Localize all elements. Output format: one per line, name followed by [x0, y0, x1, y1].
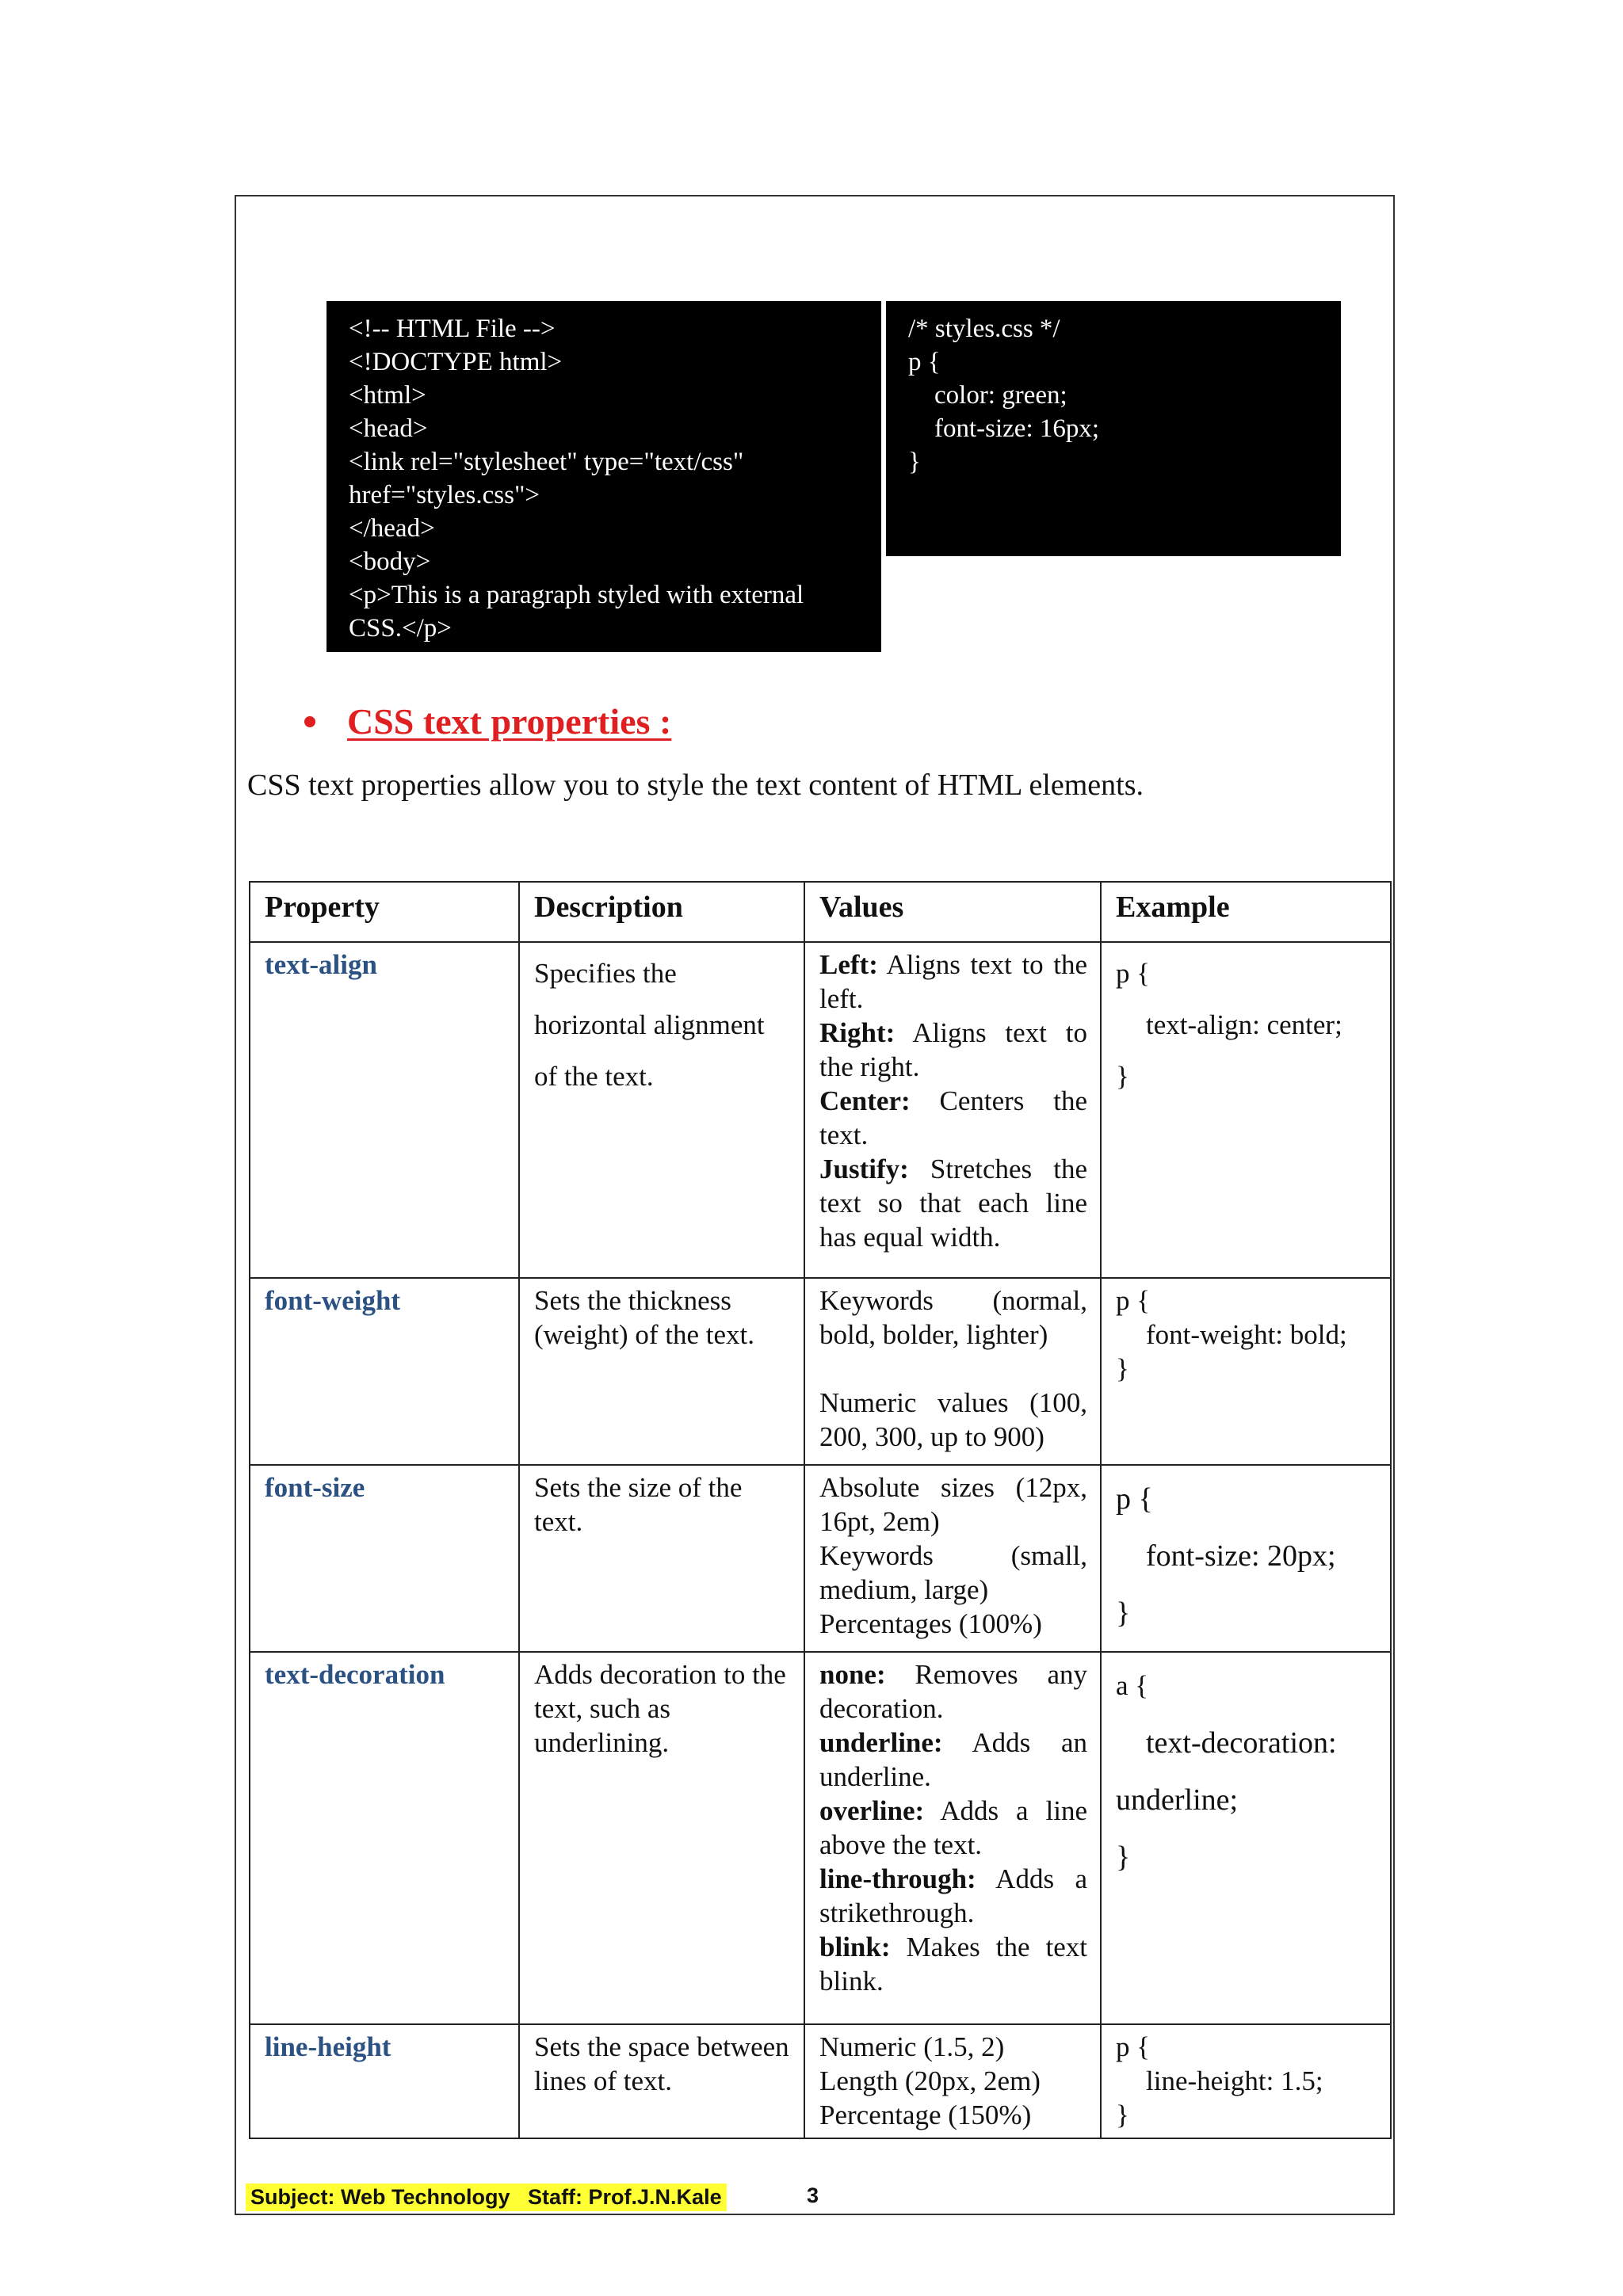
property-example [1101, 1278, 1391, 1465]
value-term: Right: [819, 1017, 896, 1048]
value-item [819, 1386, 1087, 1454]
code-line: <p>This is a paragraph styled with external CSS.</p> [349, 581, 811, 643]
value-item [819, 2064, 1087, 2098]
code-line: <!-- HTML File --> [349, 315, 556, 343]
value-text: Adds a line above the text. [819, 1795, 1087, 1860]
value-text: Keywords (small, medium, large) [819, 1540, 1087, 1605]
example-code-line: p { [1116, 958, 1151, 989]
value-text: Length (20px, 2em) [819, 2065, 1041, 2096]
value-item [819, 1657, 1087, 1726]
property-values [804, 1652, 1101, 2024]
footer-staff: Staff: Prof.J.N.Kale [528, 2185, 722, 2209]
footer-subject: Subject: Web Technology [250, 2185, 510, 2209]
value-text: Removes any decoration. [819, 1659, 1087, 1724]
code-line: <head> [349, 414, 428, 443]
table-row [250, 942, 1391, 1278]
example-code-line: } [1116, 1061, 1129, 1092]
value-text: Keywords (normal, bold, bolder, lighter) [819, 1285, 1087, 1350]
property-name: line-height [250, 2024, 519, 2138]
value-text: Numeric (1.5, 2) [819, 2031, 1005, 2062]
column-header-values: Values [804, 882, 1101, 942]
property-example [1101, 942, 1391, 1278]
example-code-line: line-height: 1.5; [1146, 2065, 1323, 2096]
example-code-line: font-size: 20px; [1146, 1539, 1336, 1573]
value-item [819, 2098, 1087, 2132]
value-item [819, 1726, 1087, 1794]
code-line: font-size: 16px; [908, 414, 1100, 443]
example-code-line: } [1116, 2100, 1129, 2130]
property-description: Sets the size of the text. [519, 1465, 804, 1652]
value-term: underline: [819, 1727, 943, 1758]
value-term: blink: [819, 1932, 891, 1962]
html-code-block [327, 301, 881, 652]
example-code-line: } [1116, 1840, 1131, 1874]
table-row [250, 2024, 1391, 2138]
bullet-icon [304, 716, 315, 727]
example-code-line: p { [1116, 2031, 1151, 2062]
table-row [250, 1652, 1391, 2024]
footer-subject-staff [246, 2183, 727, 2211]
css-code-block [886, 301, 1341, 556]
example-code-line: } [1116, 1596, 1131, 1630]
property-name: text-align [250, 942, 519, 1278]
value-term: overline: [819, 1795, 925, 1826]
code-line: p { [908, 348, 941, 376]
code-line: /* styles.css */ [908, 315, 1060, 343]
value-item [819, 1539, 1087, 1607]
value-text: Makes the text blink. [819, 1932, 1087, 1997]
property-values [804, 942, 1101, 1278]
column-header-description: Description [519, 882, 804, 942]
property-values [804, 1465, 1101, 1652]
property-example [1101, 1465, 1391, 1652]
value-item [819, 1862, 1087, 1930]
property-description: Adds decoration to the text, such as underlining. [519, 1652, 804, 2024]
value-text: Adds a strikethrough. [819, 1863, 1087, 1928]
table-header-row [250, 882, 1391, 942]
example-code-line: text-align: center; [1146, 1009, 1342, 1040]
page-number: 3 [807, 2183, 819, 2207]
code-line: <!DOCTYPE html> [349, 348, 563, 376]
example-code-line: font-weight: bold; [1146, 1319, 1347, 1350]
value-text: Stretches the text so that each line has equal width. [819, 1154, 1087, 1253]
value-item [819, 1930, 1087, 1998]
value-item [819, 1607, 1087, 1641]
value-term: none: [819, 1659, 886, 1690]
code-line: color: green; [908, 381, 1067, 410]
value-item [819, 948, 1087, 1016]
section-heading [304, 700, 671, 742]
intro-paragraph: CSS text properties allow you to style the text content of HTML elements. [247, 769, 1144, 802]
section-heading-text: CSS text properties : [347, 701, 672, 742]
value-item [819, 1016, 1087, 1084]
example-code-line: underline; [1116, 1783, 1239, 1817]
value-item [819, 1283, 1087, 1352]
property-name: font-size [250, 1465, 519, 1652]
column-header-property: Property [250, 882, 519, 942]
table-row [250, 1465, 1391, 1652]
property-name: text-decoration [250, 1652, 519, 2024]
property-example [1101, 2024, 1391, 2138]
value-text: Absolute sizes (12px, 16pt, 2em) [819, 1472, 1087, 1537]
example-code-line: } [1116, 1353, 1129, 1384]
value-item [819, 1152, 1087, 1254]
value-term: Left: [819, 949, 878, 980]
property-description: Sets the space between lines of text. [519, 2024, 804, 2138]
property-name: font-weight [250, 1278, 519, 1465]
code-line: <html> [349, 381, 426, 410]
value-text: Adds an underline. [819, 1727, 1087, 1792]
code-line: <body> [349, 547, 431, 576]
value-item [819, 2030, 1087, 2064]
code-line: </head> [349, 514, 435, 543]
example-code-line: p { [1116, 1285, 1151, 1316]
example-code-line: p { [1116, 1482, 1153, 1516]
value-item [819, 1470, 1087, 1539]
value-text: Percentages (100%) [819, 1608, 1042, 1639]
property-example [1101, 1652, 1391, 2024]
value-text: Aligns text to the right. [819, 1017, 1087, 1082]
css-text-properties-table [249, 881, 1392, 2139]
value-text: Centers the text. [819, 1085, 1087, 1150]
value-text: Aligns text to the left. [819, 949, 1087, 1014]
footer [246, 2183, 727, 2211]
column-header-example: Example [1101, 882, 1391, 942]
code-line: } [908, 448, 921, 476]
value-text: Percentage (150%) [819, 2100, 1032, 2130]
value-item [819, 1084, 1087, 1152]
value-term: line-through: [819, 1863, 976, 1894]
value-text: Numeric values (100, 200, 300, up to 900) [819, 1387, 1087, 1452]
value-item [819, 1794, 1087, 1862]
code-line: <link rel="stylesheet" type="text/css" href="styles.css"> [349, 448, 750, 509]
property-description: Sets the thickness (weight) of the text. [519, 1278, 804, 1465]
value-term: Justify: [819, 1154, 909, 1184]
example-code-line: text-decoration: [1146, 1726, 1337, 1760]
property-values [804, 1278, 1101, 1465]
value-term: Center: [819, 1085, 911, 1116]
property-values [804, 2024, 1101, 2138]
example-code-line: a { [1116, 1670, 1149, 1701]
property-description: Specifies the horizontal alignment of the text. [519, 942, 804, 1278]
table-row [250, 1278, 1391, 1465]
